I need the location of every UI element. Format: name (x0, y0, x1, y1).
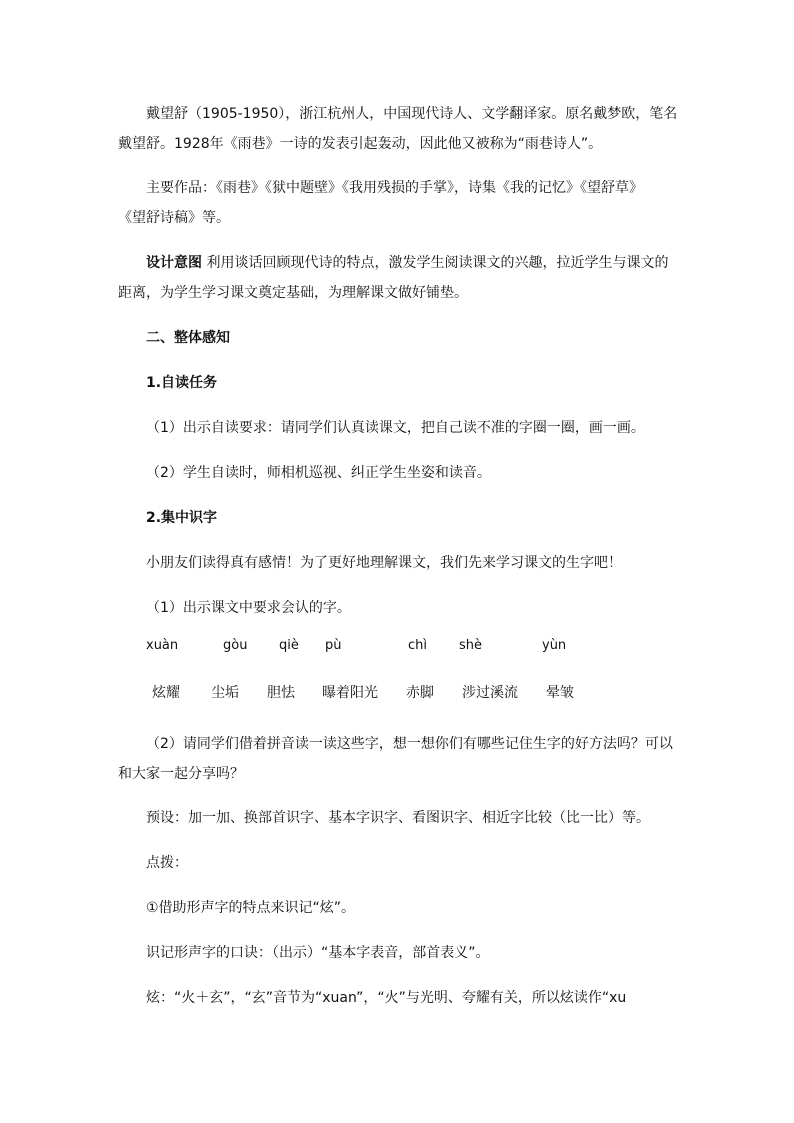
literacy-item-2-line-2: 和大家一起分享吗？ (118, 766, 244, 782)
xuan-explanation: 炫：“火＋玄”，“玄”音节为“xuan”，“火”与光明、夸耀有关，所以炫读作“xu (146, 990, 627, 1006)
pinyin-gou: gòu (223, 638, 248, 653)
pinyin-row (146, 638, 666, 662)
literacy-item-2-line-1: （2）请同学们借着拼音读一读这些字，想一想你们有哪些记住生字的好方法吗？可以 (146, 736, 673, 752)
pinyin-qie: qiè (279, 638, 299, 653)
word-chengou: 尘垢 (211, 685, 239, 701)
design-intent-line-1 (146, 247, 678, 279)
self-reading-item-1: （1）出示自读要求：请同学们认真读课文，把自己读不准的字圈一圈，画一画。 (146, 420, 645, 436)
pinyin-pu: pù (325, 638, 342, 653)
guide-label: 点拨： (146, 855, 188, 871)
pinyin-she: shè (459, 638, 483, 653)
design-intent-line-2: 距离，为学生学习课文奠定基础，为理解课文做好铺垫。 (118, 285, 468, 301)
guide-item-1: ①借助形声字的特点来识记“炫”。 (146, 900, 356, 916)
section-2-title: 二、整体感知 (146, 330, 230, 346)
self-reading-item-2: （2）学生自读时，师相机巡视、纠正学生坐姿和读音。 (146, 465, 491, 481)
pinyin-xuan: xuàn (146, 638, 179, 653)
phonetic-formula: 识记形声字的口诀：（出示）“基本字表音，部首表义”。 (146, 945, 490, 961)
literacy-intro: 小朋友们读得真有感情！为了更好地理解课文，我们先来学习课文的生字吧！ (146, 555, 622, 571)
author-intro-line-2: 戴望舒。1928年《雨巷》一诗的发表引起轰动，因此他又被称为“雨巷诗人”。 (118, 136, 603, 152)
word-sheguoxiliu: 涉过溪流 (462, 685, 518, 701)
subsection-1-title: 1.自读任务 (146, 375, 218, 391)
literacy-item-1: （1）出示课文中要求会认的字。 (146, 600, 351, 616)
pinyin-chi: chì (408, 638, 427, 653)
word-chijiao: 赤脚 (406, 685, 434, 701)
preset-text: 预设：加一加、换部首识字、基本字识字、看图识字、相近字比较（比一比）等。 (146, 810, 650, 826)
subsection-2-title: 2.集中识字 (146, 510, 218, 526)
word-danqie: 胆怯 (267, 685, 295, 701)
author-intro-line-1: 戴望舒（1905-1950），浙江杭州人，中国现代诗人、文学翻译家。原名戴梦欧，笔名 (146, 106, 678, 122)
vocabulary-row (152, 682, 672, 710)
works-line-1: 主要作品：《雨巷》《狱中题壁》《我用残损的手掌》，诗集《我的记忆》《望舒草》 (146, 180, 643, 196)
word-xuanyao: 炫耀 (152, 685, 180, 701)
word-puzheyangguang: 曝着阳光 (322, 685, 378, 701)
design-intent-label: 设计意图 (146, 255, 202, 271)
word-yunzhou: 晕皱 (546, 685, 574, 701)
works-line-2: 《望舒诗稿》等。 (118, 210, 230, 226)
design-intent-text-1: 利用谈话回顾现代诗的特点，激发学生阅读课文的兴趣，拉近学生与课文的 (206, 255, 669, 271)
pinyin-yun: yùn (542, 638, 567, 653)
